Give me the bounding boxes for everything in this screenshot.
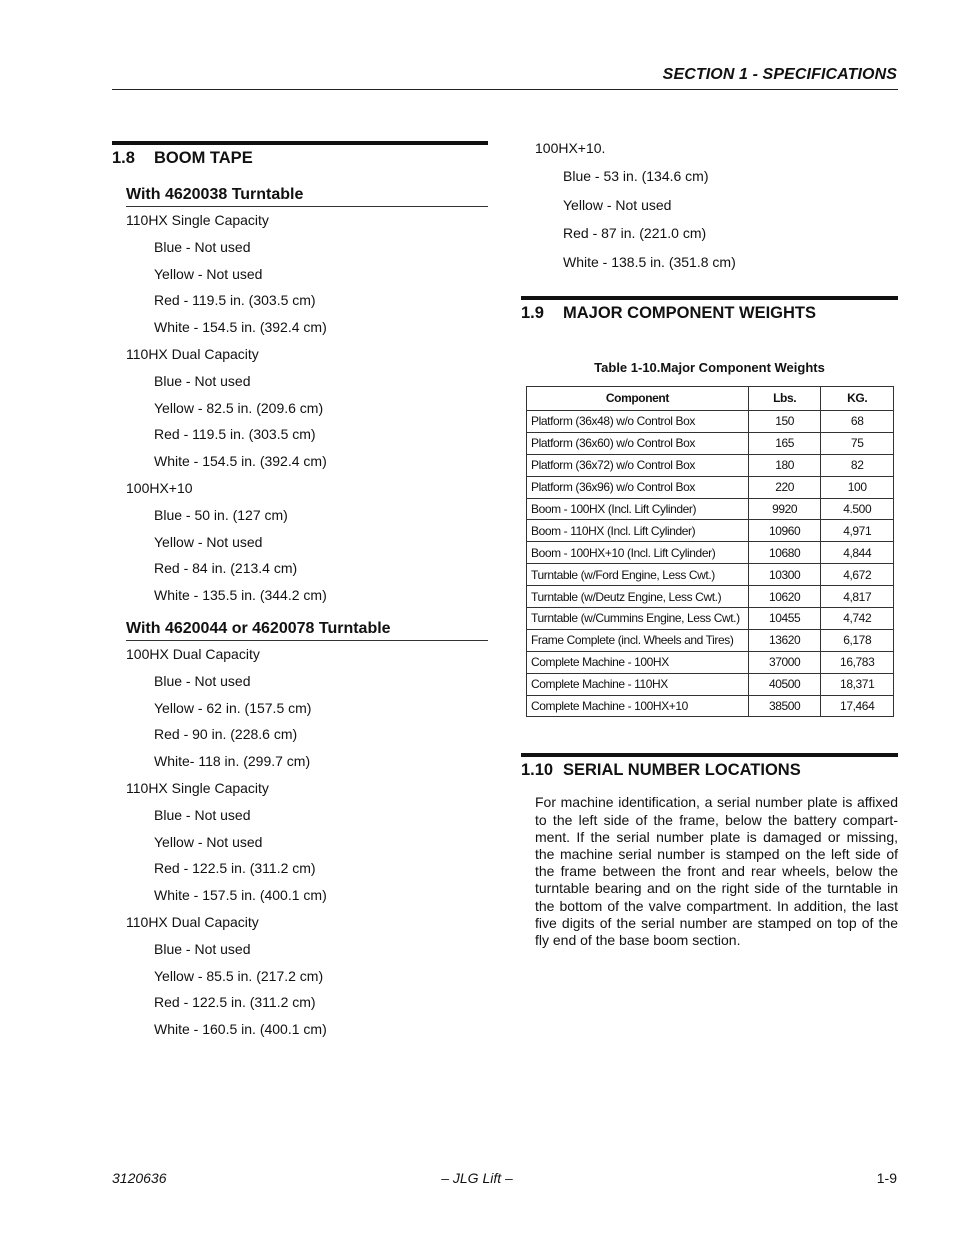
- tape-entry: Red - 119.5 in. (303.5 cm): [154, 426, 316, 443]
- cell-kg: 4,742: [821, 607, 894, 629]
- cell-component: Platform (36x48) w/o Control Box: [527, 410, 749, 432]
- footer-brand: – JLG Lift –: [441, 1170, 513, 1186]
- group1-list: [112, 207, 488, 609]
- model-label: 110HX Single Capacity: [126, 212, 269, 228]
- table-row: [527, 542, 894, 564]
- header-rule: [112, 89, 898, 90]
- cell-lbs: 38500: [748, 695, 821, 717]
- table-row: [527, 498, 894, 520]
- cell-kg: 100: [821, 476, 894, 498]
- section-bar: [521, 753, 898, 757]
- cell-kg: 17,464: [821, 695, 894, 717]
- subheading-4620044-4620078: With 4620044 or 4620078 Turntable: [126, 609, 488, 641]
- cell-component: Complete Machine - 110HX: [527, 673, 749, 695]
- cell-component: Complete Machine - 100HX+10: [527, 695, 749, 717]
- cell-component: Boom - 110HX (Incl. Lift Cylinder): [527, 520, 749, 542]
- serial-paragraph: For machine identification, a serial number plate is affixed to the left side of the frame, below the battery compartment. If the serial number plate is damaged or missing, the machine serial number is stamped on the left side of the frame between the front and rear wheels, below the turntable bearing and on the right side of the turntable in the bottom of the valve compartment. In addition, the last five digits of the serial number are stamped on top of the fly end of the base boom section.: [535, 794, 898, 949]
- cell-lbs: 10620: [748, 586, 821, 608]
- subheading-4620038: With 4620038 Turntable: [126, 173, 488, 207]
- cell-component: Turntable (w/Ford Engine, Less Cwt.): [527, 564, 749, 586]
- table-row: [527, 564, 894, 586]
- cell-lbs: 40500: [748, 673, 821, 695]
- tape-entry: Blue - 50 in. (127 cm): [154, 506, 288, 523]
- tape-entry: White - 138.5 in. (351.8 cm): [563, 253, 736, 270]
- cell-lbs: 10680: [748, 542, 821, 564]
- cell-lbs: 165: [748, 432, 821, 454]
- cell-component: Frame Complete (incl. Wheels and Tires): [527, 629, 749, 651]
- cell-component: Platform (36x96) w/o Control Box: [527, 476, 749, 498]
- tape-entry: Red - 84 in. (213.4 cm): [154, 560, 298, 577]
- tape-entry: White - 154.5 in. (392.4 cm): [154, 319, 327, 336]
- group2-continued-list: [521, 134, 898, 276]
- model-label: 100HX Dual Capacity: [126, 645, 260, 662]
- left-column: [112, 141, 488, 1043]
- tape-entry: Yellow - 82.5 in. (209.6 cm): [154, 399, 324, 416]
- cell-component: Boom - 100HX+10 (Incl. Lift Cylinder): [527, 542, 749, 564]
- footer-doc-number: 3120636: [112, 1170, 167, 1186]
- tape-entry: Yellow - Not used: [154, 533, 263, 550]
- cell-kg: 4,844: [821, 542, 894, 564]
- model-label: 100HX+10.: [535, 140, 606, 156]
- cell-component: Platform (36x72) w/o Control Box: [527, 454, 749, 476]
- cell-lbs: 220: [748, 476, 821, 498]
- cell-lbs: 9920: [748, 498, 821, 520]
- table-row: [527, 673, 894, 695]
- cell-lbs: 10960: [748, 520, 821, 542]
- component-weights-table: [526, 386, 894, 717]
- tape-entry: White - 157.5 in. (400.1 cm): [154, 887, 327, 904]
- table-header-row: [527, 386, 894, 410]
- table-row: [527, 607, 894, 629]
- section-heading-weights: [521, 304, 898, 328]
- cell-component: Turntable (w/Cummins Engine, Less Cwt.): [527, 607, 749, 629]
- cell-component: Complete Machine - 100HX: [527, 651, 749, 673]
- tape-entry: Red - 122.5 in. (311.2 cm): [154, 860, 316, 877]
- right-column: [521, 134, 898, 949]
- cell-lbs: 13620: [748, 629, 821, 651]
- model-label: 100HX+10: [126, 479, 193, 496]
- model-label: 110HX Dual Capacity: [126, 913, 259, 930]
- cell-lbs: 150: [748, 410, 821, 432]
- tape-entry: White - 135.5 in. (344.2 cm): [154, 587, 327, 604]
- table-row: [527, 454, 894, 476]
- table-body: [527, 410, 894, 716]
- cell-kg: 82: [821, 454, 894, 476]
- tape-entry: Blue - Not used: [154, 672, 251, 689]
- tape-entry: Blue - Not used: [154, 238, 251, 255]
- cell-kg: 75: [821, 432, 894, 454]
- cell-component: Turntable (w/Deutz Engine, Less Cwt.): [527, 586, 749, 608]
- tape-entry: Blue - Not used: [154, 806, 251, 823]
- tape-entry: Yellow - 62 in. (157.5 cm): [154, 699, 312, 716]
- column-header-lbs: Lbs.: [748, 386, 821, 410]
- cell-lbs: 10455: [748, 607, 821, 629]
- cell-kg: 4,971: [821, 520, 894, 542]
- cell-kg: 4,817: [821, 586, 894, 608]
- cell-kg: 68: [821, 410, 894, 432]
- footer-page-number: 1-9: [876, 1170, 897, 1186]
- model-label: 110HX Dual Capacity: [126, 345, 259, 362]
- page-header-title: SECTION 1 - SPECIFICATIONS: [662, 66, 897, 83]
- cell-kg: 18,371: [821, 673, 894, 695]
- table-row: [527, 629, 894, 651]
- cell-kg: 4.500: [821, 498, 894, 520]
- table-row: [527, 476, 894, 498]
- table-row: [527, 651, 894, 673]
- tape-entry: Red - 119.5 in. (303.5 cm): [154, 292, 316, 309]
- table-row: [527, 695, 894, 717]
- section-title: SERIAL NUMBER LOCATIONS: [563, 761, 801, 780]
- table-row: [527, 410, 894, 432]
- section-title: MAJOR COMPONENT WEIGHTS: [563, 303, 817, 322]
- section-title: BOOM TAPE: [154, 149, 253, 167]
- section-bar: [521, 296, 898, 300]
- tape-entry: Red - 122.5 in. (311.2 cm): [154, 994, 316, 1011]
- cell-lbs: 180: [748, 454, 821, 476]
- cell-kg: 6,178: [821, 629, 894, 651]
- table-row: [527, 432, 894, 454]
- tape-entry: Red - 90 in. (228.6 cm): [154, 726, 298, 743]
- section-bar: [112, 141, 488, 145]
- table-row: [527, 586, 894, 608]
- cell-component: Boom - 100HX (Incl. Lift Cylinder): [527, 498, 749, 520]
- tape-entry: White - 154.5 in. (392.4 cm): [154, 453, 327, 470]
- cell-kg: 16,783: [821, 651, 894, 673]
- table-row: [527, 520, 894, 542]
- tape-entry: Blue - Not used: [154, 940, 251, 957]
- tape-entry: Yellow - 85.5 in. (217.2 cm): [154, 967, 324, 984]
- section-number: 1.8: [112, 149, 135, 167]
- table-caption: Table 1-10.Major Component Weights: [594, 359, 825, 375]
- tape-entry: Yellow - Not used: [154, 265, 263, 282]
- section-number: 1.10: [521, 761, 554, 780]
- tape-entry: White - 160.5 in. (400.1 cm): [154, 1021, 327, 1038]
- section-number: 1.9: [521, 303, 544, 322]
- model-label: 110HX Single Capacity: [126, 779, 269, 796]
- column-header-component: Component: [527, 386, 749, 410]
- section-heading-serial: [521, 761, 898, 785]
- group2-list: [112, 641, 488, 1043]
- tape-entry: White- 118 in. (299.7 cm): [154, 753, 311, 770]
- tape-entry: Red - 87 in. (221.0 cm): [563, 225, 707, 242]
- tape-entry: Blue - 53 in. (134.6 cm): [563, 168, 709, 185]
- cell-kg: 4,672: [821, 564, 894, 586]
- tape-entry: Yellow - Not used: [154, 833, 263, 850]
- cell-lbs: 10300: [748, 564, 821, 586]
- column-header-kg: KG.: [821, 386, 894, 410]
- tape-entry: Yellow - Not used: [563, 196, 672, 213]
- section-heading-boom-tape: [112, 149, 488, 173]
- cell-component: Platform (36x60) w/o Control Box: [527, 432, 749, 454]
- tape-entry: Blue - Not used: [154, 372, 251, 389]
- cell-lbs: 37000: [748, 651, 821, 673]
